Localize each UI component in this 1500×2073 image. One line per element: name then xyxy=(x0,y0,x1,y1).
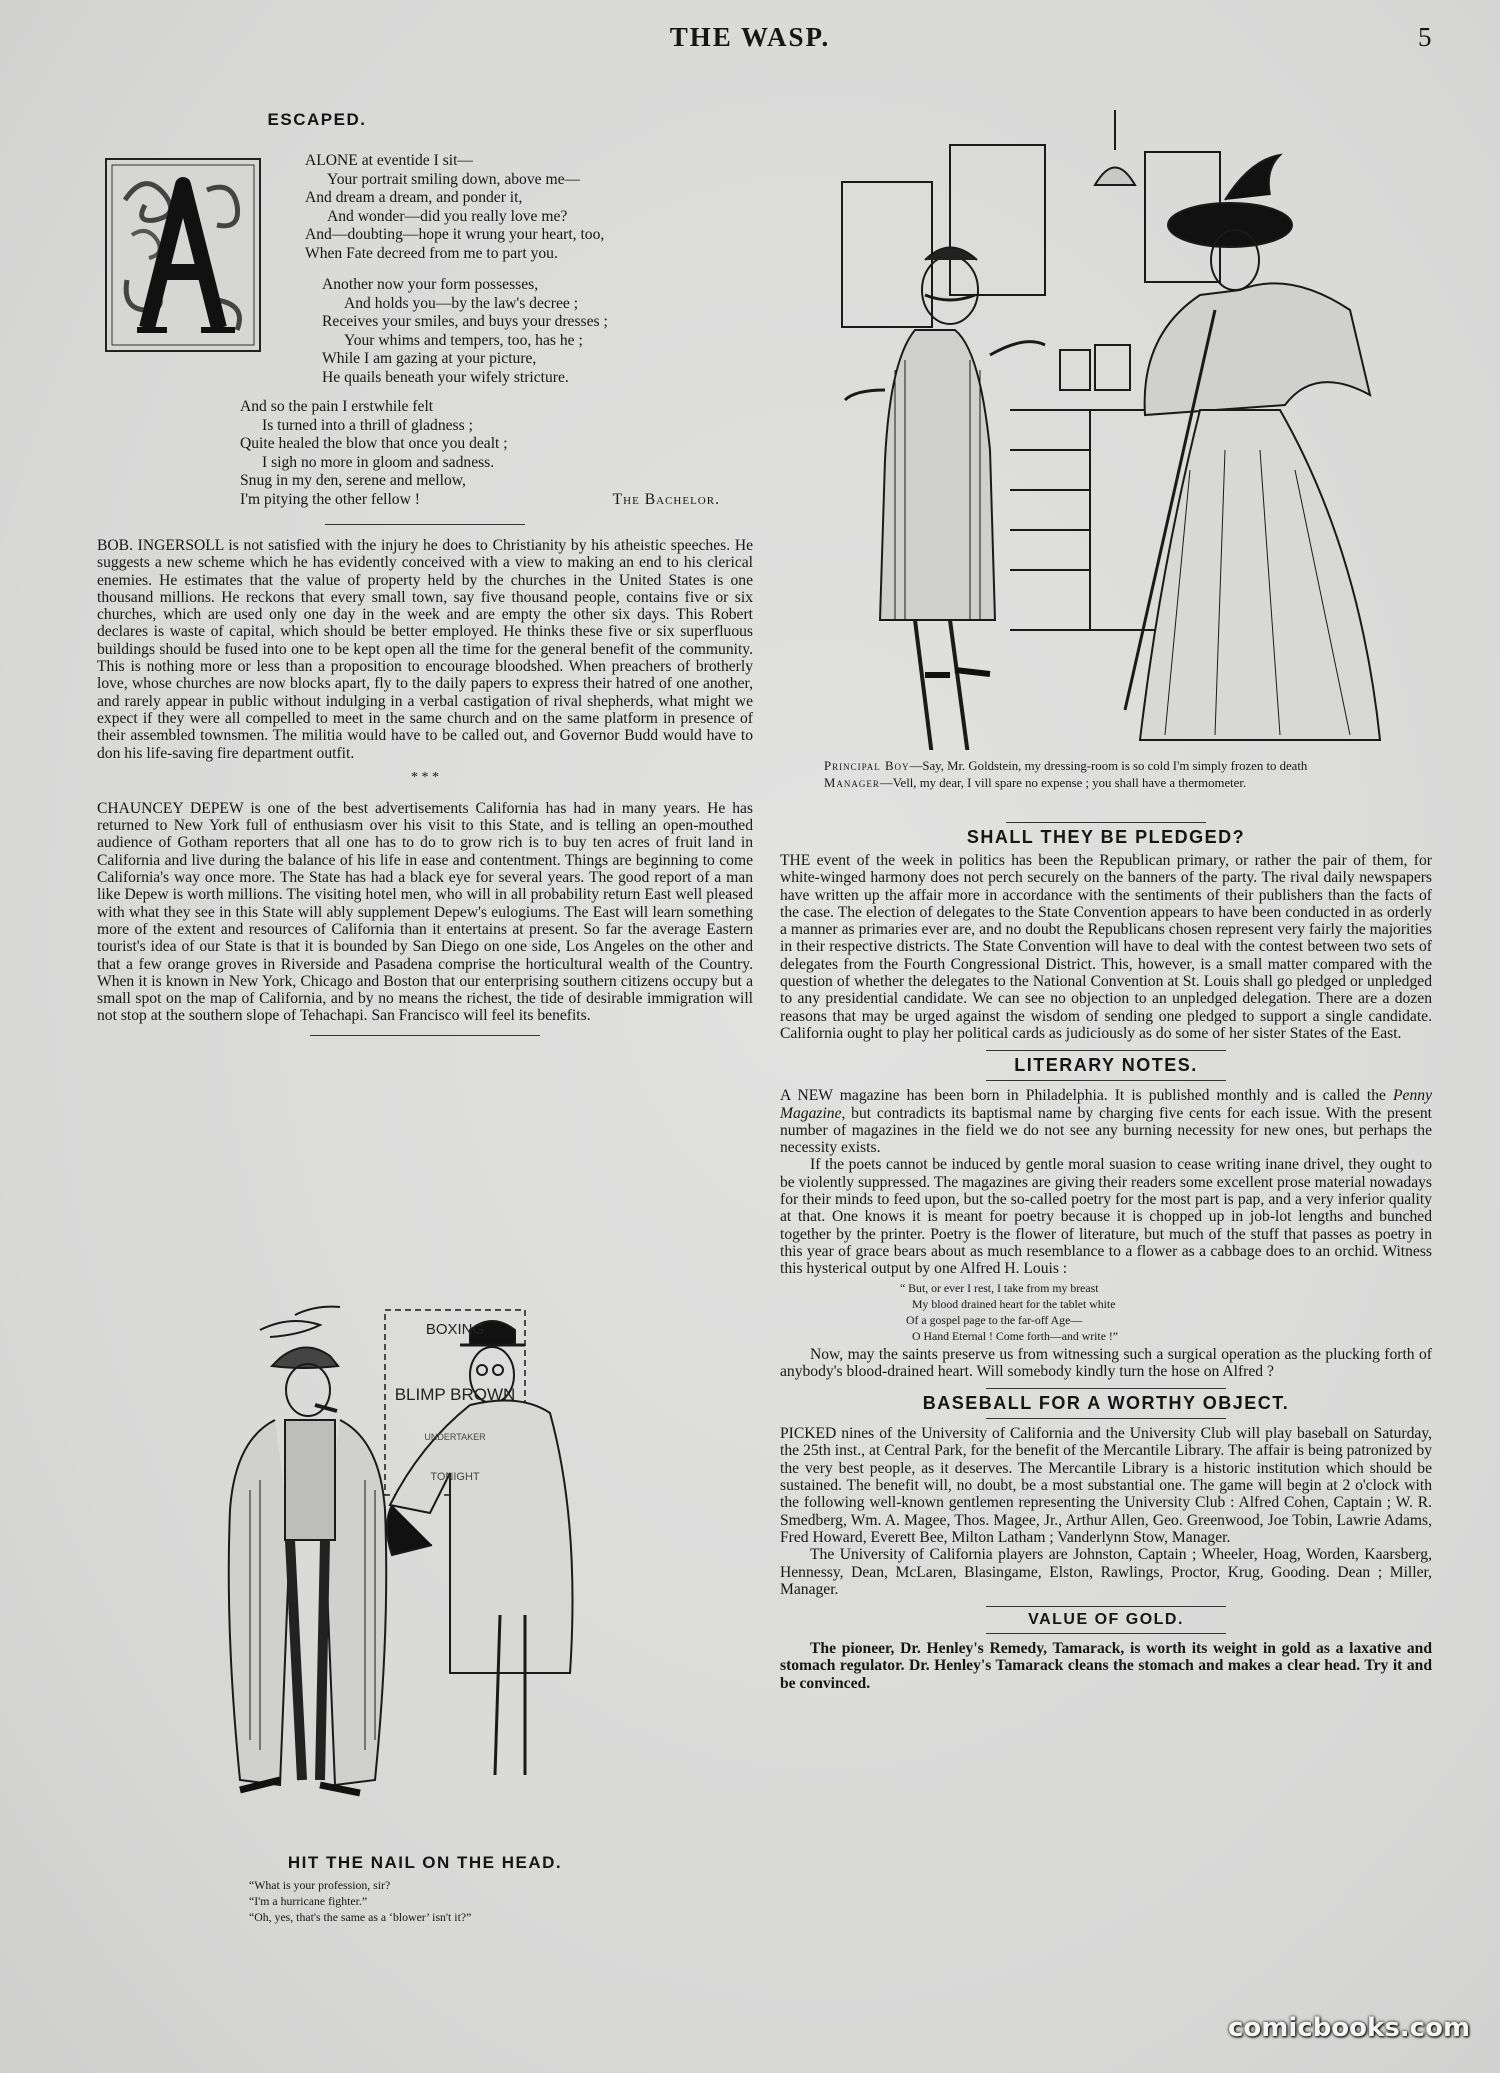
stanza-3 xyxy=(240,398,720,509)
right-column xyxy=(780,822,1432,1692)
poem-line: Is turned into a thrill of gladness ; xyxy=(262,416,473,434)
caption-manager xyxy=(780,775,1432,792)
dialogue-line: “I'm a hurricane fighter.” xyxy=(249,1894,368,1908)
literary-paragraph-3: Now, may the saints preserve us from witnessing such a surgical operation as the plucking forth of anybody's blood-drained heart. Will somebody kindly turn the hose on Alfred ? xyxy=(780,1345,1432,1380)
asterism: * * * xyxy=(411,769,439,785)
caption-text: —Say, Mr. Goldstein, my dressing-room is so cold I'm simply frozen to death xyxy=(909,759,1308,773)
poem-line: I sigh no more in gloom and sadness. xyxy=(262,453,495,471)
quote-line: O Hand Eternal ! Come forth—and write !” xyxy=(912,1328,1119,1343)
article-title-baseball: BASEBALL FOR A WORTHY OBJECT. xyxy=(922,1393,1290,1414)
pledged-article: THE event of the week in politics has been the Republican primary, or rather the pair of them, for white-winged harmony does not perch securely on the banners of the party. The rival daily newspapers have written up the affair more in accordance with the sentiments of their publishers than the facts of the case. The election of delegates to the State Convention appears to have been conducted in as orderly a manner as primaries ever are, and no doubt the Republicans chosen represent very fairly the majorities in their respective districts. The State Convention will have to deal with the contest between two sets of delegates from the Fourth Congressional District. This, however, is a small matter compared with the question of whether the delegates to the National Convention at St. Louis shall go pledged or unpledged to any presidential candidate. We can see no objection to an unpledged delegation. There are a dozen reasons that may be urged against the wisdom of sending one pledged to support a single candidate. California ought to play her political cards as judiciously as do some of her sister States of the East. xyxy=(780,852,1432,1042)
poem-line: Another now your form possesses, xyxy=(322,276,539,293)
poem-escaped xyxy=(97,100,753,520)
watermark: comicbooks.com xyxy=(1228,2013,1471,2043)
poem-line: Your whims and tempers, too, has he ; xyxy=(344,331,583,349)
divider xyxy=(986,1388,1226,1389)
gold-advertisement: The pioneer, Dr. Henley's Remedy, Tamarack, is worth its weight in gold as a laxative and stomach regulator. Dr. Henley's Tamarack cleans the stomach and makes a clear head. Try it and be convinced. xyxy=(780,1640,1432,1692)
poem-line: He quails beneath your wifely stricture. xyxy=(322,368,569,386)
poem-line: And wonder—did you really love me? xyxy=(327,207,568,225)
poem-title: ESCAPED. xyxy=(267,110,367,129)
poem-line: And—doubting—hope it wrung your heart, too, xyxy=(305,226,605,243)
speaker-label: Manager xyxy=(824,776,880,790)
ingersoll-article: BOB. INGERSOLL is not satisfied with the injury he does to Christianity by his atheistic speeches. He suggests a new scheme which he has evidently conceived with a view to making an end to his clerical enemies. He estimates that the value of property held by the churches in the United States is one thousand millions. He reckons that every small town, say five thousand people, contains five or six churches, which are used only one day in the week and are empty the other six days. This Robert declares is waste of capital, which should be better employed. He thinks these five or six superfluous buildings should be fused into one to be kept open all the time for the general benefit of the community. This is nothing more or less than a proposition to encourage bloodshed. When preachers of brotherly love, whose churches are now blocks apart, fly to the daily papers to express their hatred of one another, and rarely appear in public without indulging in a verbal castigation of rival shepherds, what might we expect if they were all compelled to meet in the same church and on the same platform in presence of their assembled townsmen. The militia would have to be called out, and Governor Budd would have to don his life-saving fire department outfit. xyxy=(97,537,753,762)
ornamental-dropcap-a xyxy=(105,158,261,352)
cartoon-left-dialogue xyxy=(97,1877,753,1925)
poem-line: And holds you—by the law's decree ; xyxy=(344,294,579,312)
divider xyxy=(1006,822,1206,823)
caption-text: —Vell, my dear, I vill spare no expense ; you shall have a thermometer. xyxy=(879,776,1247,790)
poem-line: When Fate decreed from me to part you. xyxy=(305,244,558,262)
poem-line: ALONE at eventide I sit— xyxy=(305,152,474,169)
quote-line: Of a gospel page to the far-off Age— xyxy=(906,1312,1083,1327)
literary-text: , but contradicts its baptismal name by charging five cents for each issue. With the present number of magazines in the field we do not see any burning necessity for new ones, but perhaps the necessity exists. xyxy=(780,1104,1432,1157)
poem-line: Snug in my den, serene and mellow, xyxy=(240,472,466,489)
cartoon-dressing-room-illustration xyxy=(830,110,1430,750)
poem-line: Quite healed the blow that once you dealt ; xyxy=(240,435,508,452)
poem-line: Your portrait smiling down, above me— xyxy=(327,170,581,188)
dropcap-a-icon xyxy=(107,160,259,350)
divider xyxy=(986,1633,1226,1634)
poem-line: While I am gazing at your picture, xyxy=(322,350,537,367)
divider xyxy=(986,1606,1226,1607)
dialogue-line: “What is your profession, sir? xyxy=(249,1878,391,1892)
left-column xyxy=(97,100,753,1036)
literary-paragraph-2: If the poets cannot be induced by gentle moral suasion to cease writing inane drivel, they ought to be violently suppressed. The magazines are giving their readers some excellent prose material nowadays for their minds to feed upon, but the so-called poetry for the most part is pap, and a very inferior quality at that. One knows it is meant for poetry because it is chopped up in job-lot lengths and bunched together by the printer. Poetry is the flower of literature, but much of the stuff that passes as poetry in this year of grace bears about as much resemblance to a flower as a cabbage does to an orchid. Witness this hysterical output by one Alfred H. Louis : xyxy=(780,1156,1432,1278)
baseball-paragraph-1: PICKED nines of the University of California and the University Club will play baseball on Saturday, the 25th inst., at Central Park, for the benefit of the Mercantile Library. The affair is being patronized by the very best people, as it deserves. The Mercantile Library is a historic institution which should be sustained. The benefit will, no doubt, be a most substantial one. The game will begin at 2 o'clock with the following well-known gentlemen representing the University Club : Alfred Cohen, Captain ; W. R. Smedberg, Wm. A. Magee, Thos. Magee, Jr., Arthur Allen, Geo. Greenwood, Joe Tobin, Lawrie Adams, Fred Howard, Everett Bee, Milton Latham ; Vanderlynn Stow, Manager. xyxy=(780,1425,1432,1546)
poem-line: I'm pitying the other fellow ! xyxy=(240,490,420,508)
dialogue-line: “Oh, yes, that's the same as a ‘blower’ isn't it?” xyxy=(249,1910,472,1924)
cartoon-dressing-room-drawing xyxy=(830,110,1430,750)
article-title-pledged: SHALL THEY BE PLEDGED? xyxy=(966,827,1246,847)
magazine-name: Penny Magazine xyxy=(780,1087,1432,1122)
cartoon-boxer-illustration xyxy=(180,1290,700,1835)
poster-text-vs: UNDERTAKER xyxy=(424,1432,486,1442)
poem-line: And dream a dream, and ponder it, xyxy=(305,189,523,206)
poem-signature: The Bachelor. xyxy=(612,490,720,508)
depew-article: CHAUNCEY DEPEW is one of the best advertisements California has had in many years. He has returned to New York full of enthusiasm over his visit to this State, and is telling an open-mouthed audience of Gotham reporters that all one has to do to grow rich is to buy ten acres of fruit land in California and live during the balance of his life in ease and contentment. Things are beginning to come California's way once more. The State has had a black eye for several years. The good report of a man like Depew is worth millions. The visiting hotel men, who will in all probability return East well pleased with what they see in this State will ably supplement Depew's eulogiums. The East will learn something more of the extent and resources of California than it entertains at present. So far the average Eastern tourist's idea of our State is that it is bounded by San Diego on one side, Los Angeles on the other and that a few orange groves in Riverside and Pasadena comprise the horticultural wealth of the Country. When it is known in New York, Chicago and Boston that our enterprising southern citizens occupy but a small spot on the map of California, and by no means the richest, the tide of desirable immigration will not stop at the southern slope of Tehachapi. San Francisco will feel its benefits. xyxy=(97,799,753,1025)
poem-line: Receives your smiles, and buys your dresses ; xyxy=(322,313,608,330)
stanza-2 xyxy=(322,276,608,387)
caption-principal-boy xyxy=(780,758,1432,775)
stanza-1 xyxy=(305,152,604,263)
cartoon-left-title: HIT THE NAIL ON THE HEAD. xyxy=(287,1853,563,1872)
poster-text-tonight: TONIGHT xyxy=(430,1471,480,1483)
divider xyxy=(986,1050,1226,1051)
page-number: 5 xyxy=(1418,22,1432,52)
louis-quotation xyxy=(780,1280,1432,1344)
article-title-gold: VALUE OF GOLD. xyxy=(1028,1611,1184,1629)
masthead: THE WASP. xyxy=(669,22,831,52)
cartoon-right-caption xyxy=(780,758,1432,792)
article-title-literary: LITERARY NOTES. xyxy=(1014,1055,1198,1076)
cartoon-boxer-drawing xyxy=(180,1290,700,1835)
quote-line: “ But, or ever I rest, I take from my breast xyxy=(900,1280,1099,1295)
cartoon-left-caption xyxy=(97,1853,753,1925)
divider xyxy=(325,524,525,525)
poster-text-name: BLIMP BROWN xyxy=(394,1385,516,1404)
baseball-paragraph-2: The University of California players are Johnston, Captain ; Wheeler, Hoag, Worden, Kaarsberg, Hennessy, Dean, McLaren, Blasingame, Elston, Rawlings, Proctor, Krug, Gooding. Dean ; Miller, Manager. xyxy=(780,1546,1432,1598)
literary-paragraph-1 xyxy=(780,1087,1432,1156)
quote-line: My blood drained heart for the tablet white xyxy=(912,1296,1116,1311)
divider xyxy=(986,1080,1226,1081)
literary-text: A NEW magazine has been born in Philadelphia. It is published monthly and is called the xyxy=(780,1087,1394,1105)
speaker-label: Principal Boy xyxy=(824,759,910,773)
poster-text-boxing: BOXING xyxy=(425,1321,485,1338)
divider xyxy=(986,1418,1226,1419)
divider xyxy=(310,1035,540,1036)
poem-line: And so the pain I erstwhile felt xyxy=(240,398,434,415)
